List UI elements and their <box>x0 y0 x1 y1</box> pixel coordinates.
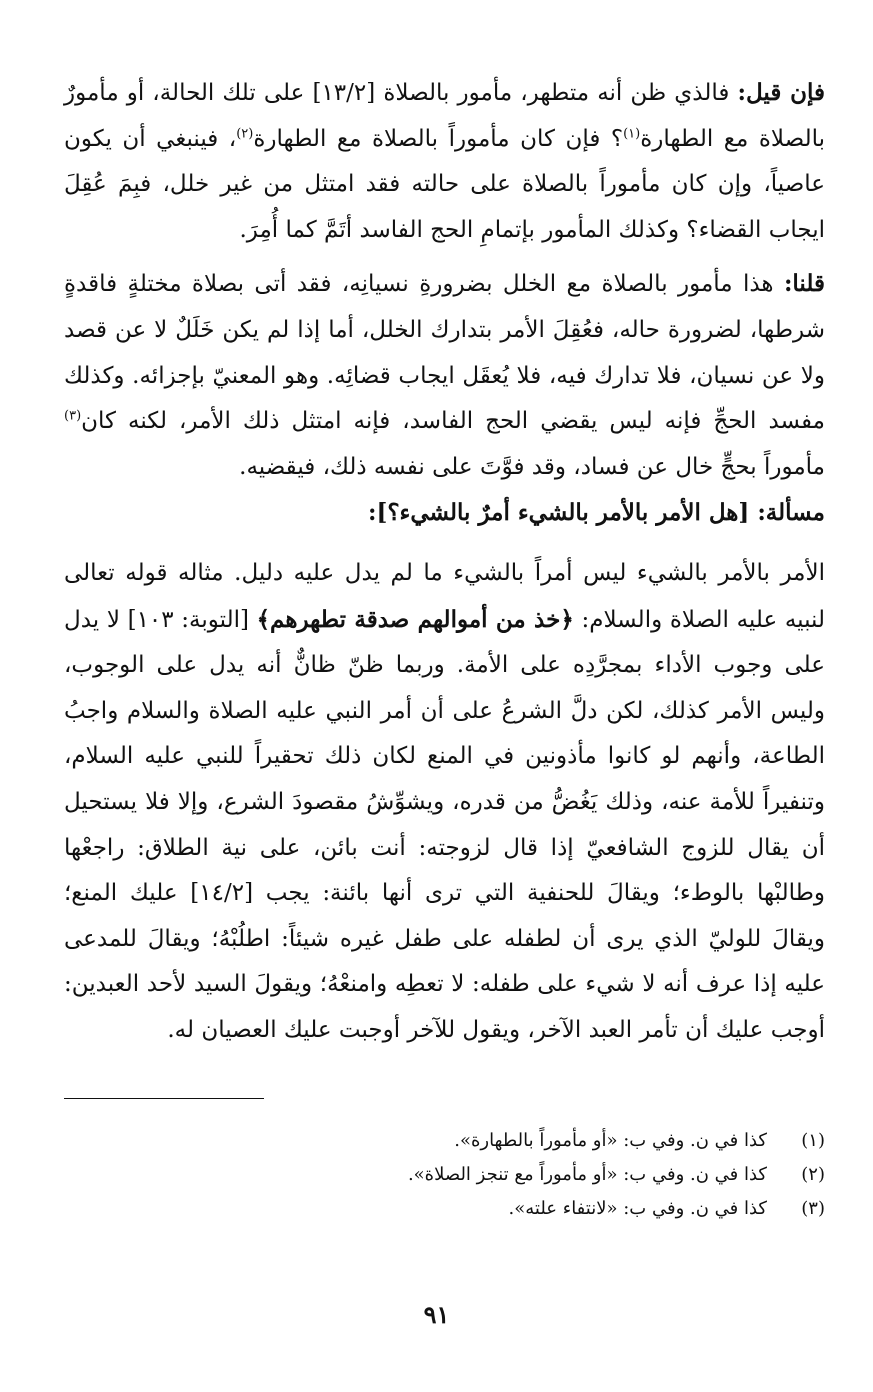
footnote-number: (٢) <box>801 1164 825 1185</box>
footnote-marker-1[interactable]: (١) <box>623 125 641 141</box>
main-text <box>64 70 825 1053</box>
issue-title: [هل الأمر بالأمر بالشيء أمرٌ بالشيء؟]: <box>367 499 758 527</box>
issue-body-text-a: الأمر بالأمر بالشيء ليس أمراً بالشيء ما لم يدل عليه دليل. مثاله قوله تعالى لنبيه عليه الصلاة والسلام: <box>64 559 825 633</box>
reply-text-a: هذا مأمور بالصلاة مع الخلل بضرورةِ نسيانِه، فقد أتى بصلاة مختلةٍ فاقدةٍ شرطها، لضرورة حاله، فعُقِلَ الأمر بتدارك الخلل، أما إذا لم يكن خَلَلٌ لا عن قصد ولا عن نسيان، فلا تدارك فيه، فلا يُعقَل ايجاب قضائِه. وهو المعنيّ بإجزائه. وكذلك مفسد الحجِّ فإنه ليس يقضي الحج الفاسد، فإنه امتثل ذلك الأمر، لكنه كان <box>64 271 825 435</box>
reply-lead: قلنا: <box>783 270 825 298</box>
objection-text-c: ، فينبغي أن يكون عاصياً، وإن كان مأموراً بالصلاة على حالته فقد امتثل من غير خلل، فبِمَ عُقِلَ ايجاب القضاء؟ وكذلك المأمور بإتمامِ الحج الفاسد أتَمَّ كما أُمِرَ. <box>64 125 825 243</box>
footnote-3 <box>64 1192 825 1226</box>
issue-lead: مسألة: <box>757 499 825 527</box>
footnote-divider <box>64 1098 264 1099</box>
objection-text-b: ؟ فإن كان مأموراً بالصلاة مع الطهارة <box>253 125 624 152</box>
objection-text-a: فالذي ظن أنه متطهر، مأمور بالصلاة [١٣/٢] على تلك الحالة، أو مأمورٌ بالصلاة مع الطهارة <box>64 80 825 152</box>
footnote-marker-3[interactable]: (٣) <box>64 408 82 424</box>
footnote-2 <box>64 1158 825 1192</box>
issue-body-text-b: [التوبة: ١٠٣] لا يدل على وجوب الأداء بمجرَّدِه على الأمة. وربما ظنّ ظانٌّ أنه يدل على الوجوب، وليس الأمر كذلك، لكن دلَّ الشرعُ على أن أمر النبي عليه الصلاة والسلام واجبُ الطاعة، وأنهم لو كانوا مأذونين في المنع لكان ذلك تحقيراً للنبي عليه السلام، وتنفيراً للأمة عنه، وذلك يَغُضُّ من قدره، ويشوِّشُ مقصودَ الشرع، وإلا فلا يستحيل أن يقال للزوج الشافعيّ إذا قال لزوجته: أنت بائن، على نية الطلاق: راجعْها وطالبْها بالوطء؛ ويقالَ للحنفية التي ترى أنها بائنة: يجب [١٤/٢] عليك المنع؛ ويقالَ للوليّ الذي يرى أن لطفله على طفل غيره شيئاً: اطلُبْهُ؛ ويقالَ للمدعى عليه إذا عرف أنه لا شيء على طفله: لا تعطِه وامنعْهُ؛ ويقولَ السيد لأحد العبدين: أوجب عليك أن تأمر العبد الآخر، ويقول للآخر أوجبت عليك العصيان له. <box>64 606 825 1043</box>
quran-quote: ﴿خذ من أموالهم صدقة تطهرهم﴾ <box>256 605 574 633</box>
reply-text-b: مأموراً بحجٍّ خال عن فساد، وقد فوَّتَ على نفسه ذلك، فيقضيه. <box>239 453 825 480</box>
footnote-number: (١) <box>801 1130 825 1151</box>
objection-paragraph <box>64 70 825 253</box>
footnote-text: كذا في ن. وفي ب: «أو مأموراً بالطهارة». <box>454 1130 767 1151</box>
reply-paragraph <box>64 261 825 490</box>
footnote-marker-2[interactable]: (٢) <box>236 125 254 141</box>
footnotes <box>64 1124 825 1226</box>
issue-heading <box>64 490 825 537</box>
footnote-number: (٣) <box>801 1198 825 1219</box>
footnote-text: كذا في ن. وفي ب: «أو مأموراً مع تنجز الصلاة». <box>407 1164 767 1185</box>
objection-lead: فإن قيل: <box>737 79 825 106</box>
footnote-1 <box>64 1124 825 1158</box>
page-number: ٩١ <box>423 1300 450 1329</box>
footnote-text: كذا في ن. وفي ب: «لانتفاء علته». <box>508 1198 767 1219</box>
issue-body-paragraph <box>64 551 825 1054</box>
